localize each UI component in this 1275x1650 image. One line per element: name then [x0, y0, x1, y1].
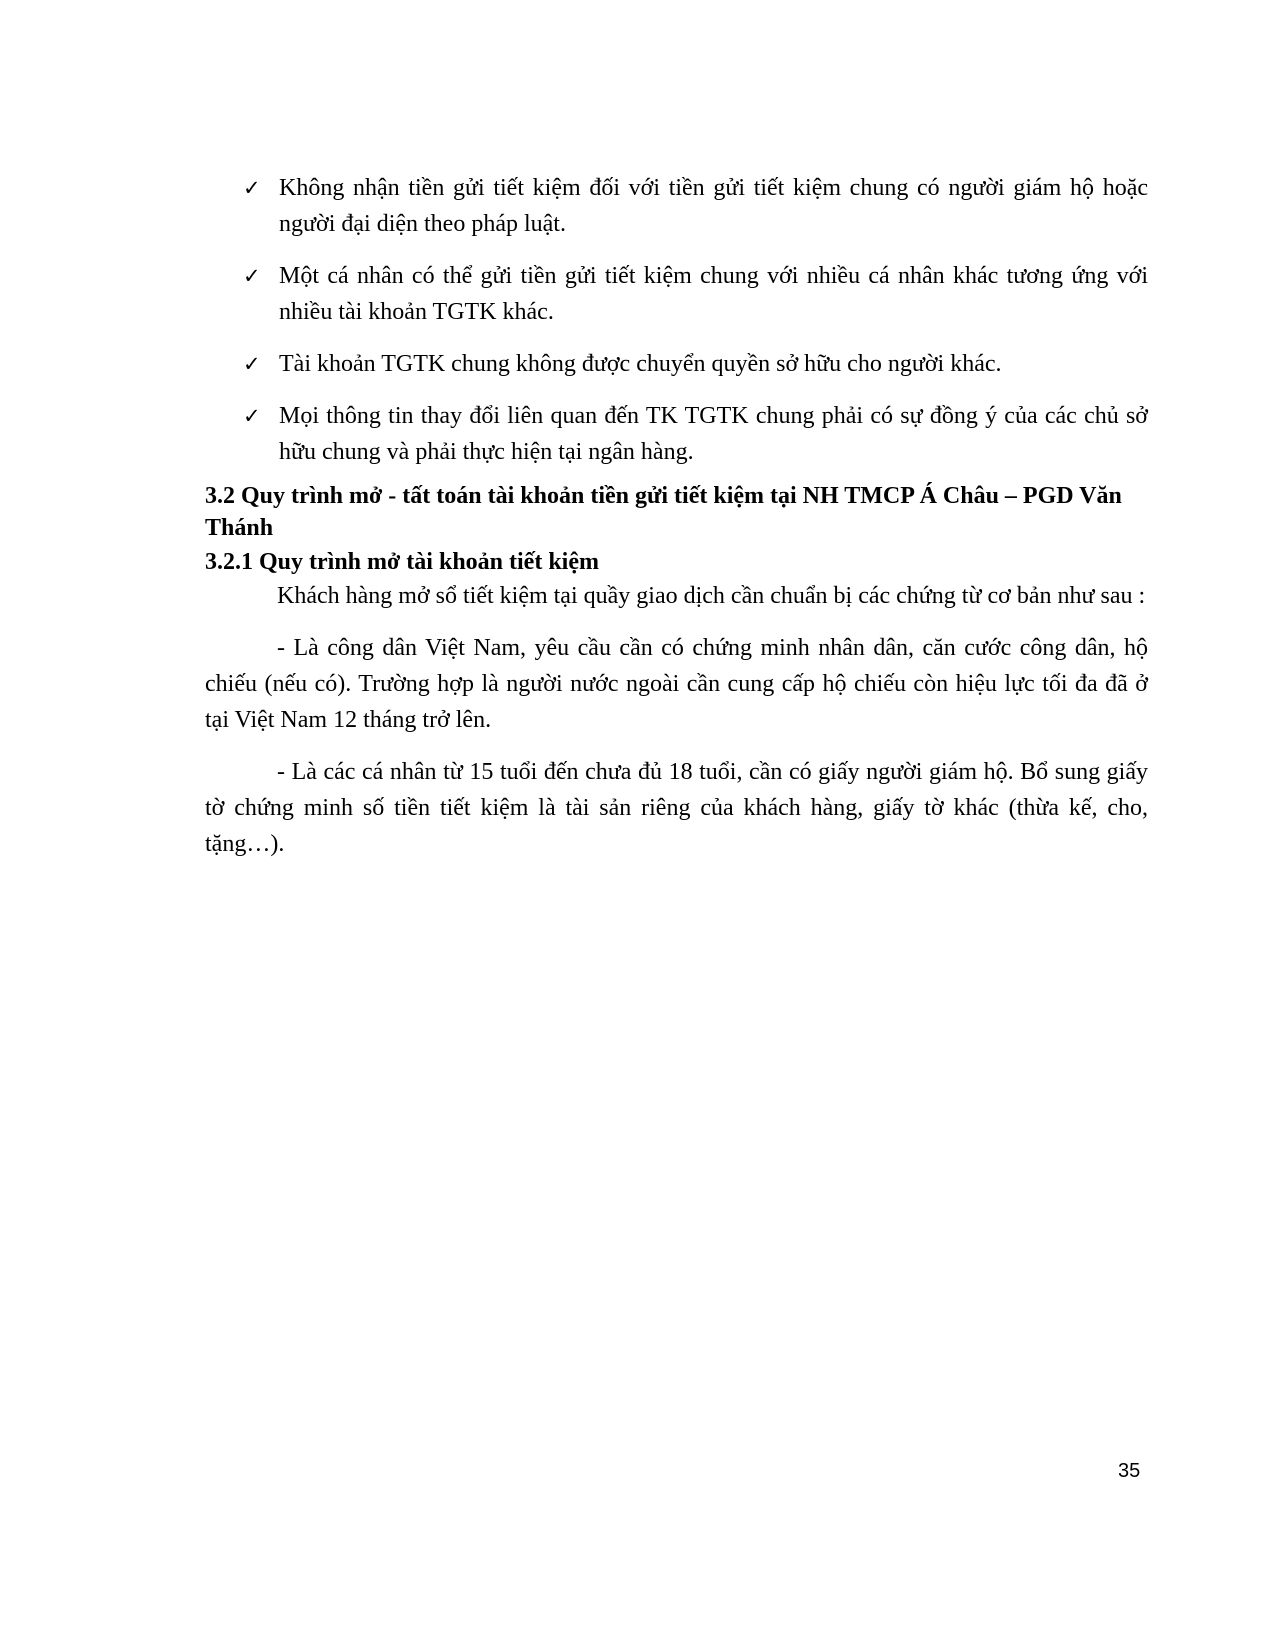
section-3-2	[205, 480, 1148, 862]
page-number: 35	[1118, 1460, 1141, 1482]
checklist-item	[243, 258, 1148, 330]
requirements-checklist	[243, 170, 1148, 486]
checklist-item-text: Một cá nhân có thể gửi tiền gửi tiết kiệm chung với nhiều cá nhân khác tương ứng với nhiều tài khoản TGTK khác.	[279, 263, 1148, 325]
check-icon: ✓	[243, 352, 261, 376]
minor-requirement-paragraph: - Là các cá nhân từ 15 tuổi đến chưa đủ 18 tuổi, cần có giấy người giám hộ. Bổ sung giấy tờ chứng minh số tiền tiết kiệm là tài sản riêng của khách hàng, giấy tờ khác (thừa kế, cho, tặng…).	[205, 759, 1148, 857]
checklist-item-text: Mọi thông tin thay đổi liên quan đến TK TGTK chung phải có sự đồng ý của các chủ sở hữu chung và phải thực hiện tại ngân hàng.	[279, 403, 1148, 465]
section-heading: 3.2 Quy trình mở - tất toán tài khoản tiền gửi tiết kiệm tại NH TMCP Á Châu – PGD Văn Thánh	[205, 483, 1122, 541]
check-icon: ✓	[243, 264, 261, 288]
checklist-item	[243, 346, 1148, 382]
citizen-requirement-paragraph: - Là công dân Việt Nam, yêu cầu cần có chứng minh nhân dân, căn cước công dân, hộ chiếu (nếu có). Trường hợp là người nước ngoài cần cung cấp hộ chiếu còn hiệu lực tối đa đã ở tại Việt Nam 12 tháng trở lên.	[205, 635, 1148, 733]
checklist-item-text: Tài khoản TGTK chung không được chuyển quyền sở hữu cho người khác.	[279, 351, 1002, 377]
check-icon: ✓	[243, 404, 261, 428]
intro-paragraph: Khách hàng mở sổ tiết kiệm tại quầy giao dịch cần chuẩn bị các chứng từ cơ bản như sau :	[277, 583, 1146, 609]
checklist-item-text: Không nhận tiền gửi tiết kiệm đối với tiền gửi tiết kiệm chung có người giám hộ hoặc người đại diện theo pháp luật.	[279, 175, 1148, 237]
checklist-item	[243, 398, 1148, 470]
check-icon: ✓	[243, 176, 261, 200]
subsection-heading: 3.2.1 Quy trình mở tài khoản tiết kiệm	[205, 549, 599, 575]
checklist-item	[243, 170, 1148, 242]
